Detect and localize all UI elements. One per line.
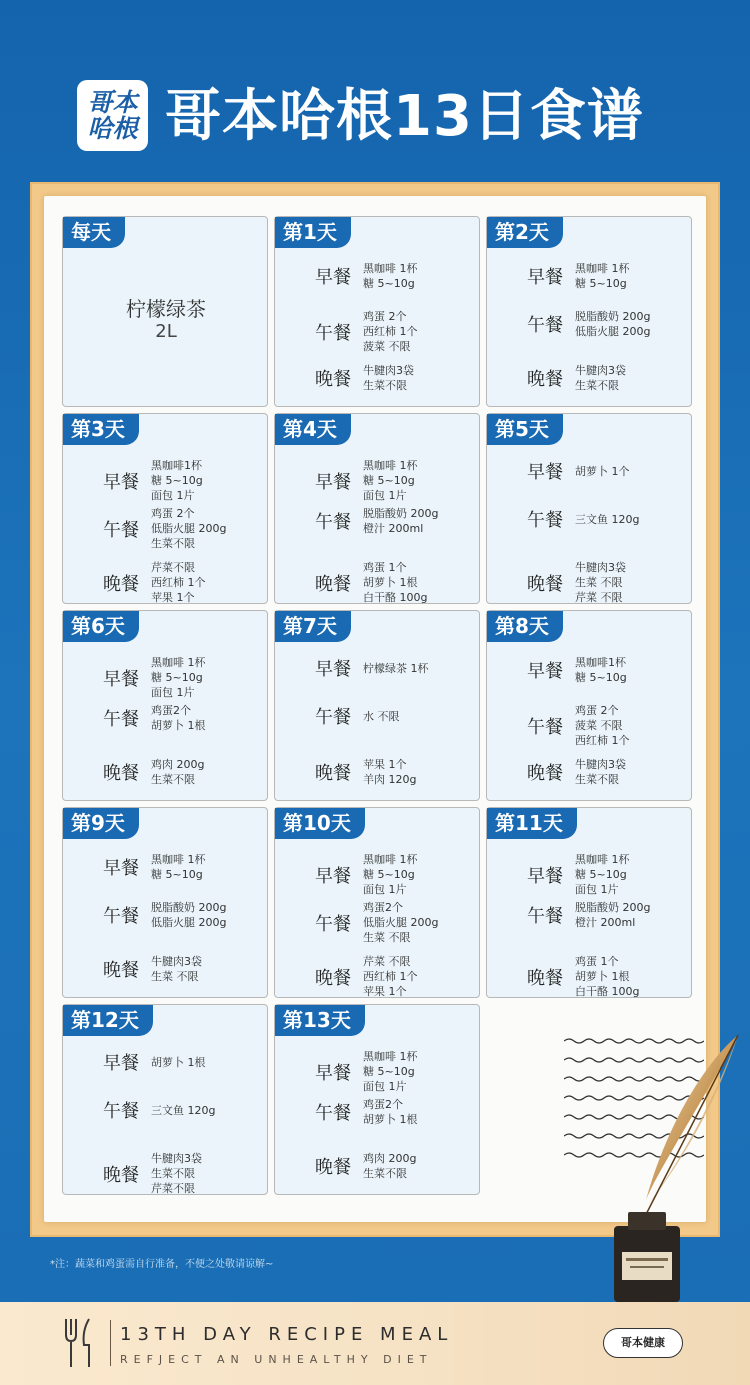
- breakfast-row: [63, 1049, 269, 1075]
- food-item: 牛腱肉3袋: [575, 364, 626, 377]
- day-card: [486, 216, 692, 407]
- dinner-row: [487, 954, 693, 999]
- food-item: 菠菜 不限: [363, 340, 411, 353]
- dinner-row: [487, 757, 693, 787]
- food-item: 生菜不限: [151, 1167, 195, 1180]
- dinner-items: [359, 757, 416, 787]
- breakfast-row: [63, 852, 269, 882]
- food-item: 牛腱肉3袋: [151, 955, 202, 968]
- breakfast-items: [571, 852, 630, 897]
- food-item: 生菜不限: [151, 773, 195, 786]
- day-card: [62, 807, 268, 998]
- day-card: [62, 610, 268, 801]
- food-item: 鸡蛋 2个: [151, 507, 195, 520]
- breakfast-label: 早餐: [315, 471, 351, 493]
- food-item: 胡萝卜 1根: [363, 1113, 418, 1126]
- dinner-label: 晚餐: [315, 573, 351, 595]
- food-item: 芹菜 不限: [363, 955, 411, 968]
- food-item: 糖 5~10g: [363, 474, 415, 487]
- dinner-label: 晚餐: [527, 573, 563, 595]
- cutlery-icon: [62, 1317, 98, 1369]
- breakfast-items: [571, 261, 630, 291]
- food-item: 苹果 1个: [363, 758, 407, 771]
- lunch-label: 午餐: [315, 512, 351, 533]
- food-item: 西红柿 1个: [151, 576, 206, 589]
- breakfast-row: [487, 852, 693, 897]
- breakfast-label: 早餐: [103, 668, 139, 690]
- food-item: 西红柿 1个: [363, 325, 418, 338]
- day-tag: 第11天: [487, 808, 577, 839]
- food-item: 橙汁 200ml: [575, 916, 636, 929]
- day-tag: 第8天: [487, 611, 563, 642]
- breakfast-row: [275, 1049, 481, 1094]
- lunch-items: [571, 703, 630, 748]
- dinner-row: [487, 363, 693, 393]
- lunch-items: [571, 900, 650, 930]
- food-item: 白干酪 100g: [575, 985, 640, 998]
- food-item: 生菜不限: [363, 1167, 407, 1180]
- food-item: 黑咖啡 1杯: [151, 853, 206, 866]
- lunch-row: [63, 506, 269, 551]
- food-item: 糖 5~10g: [151, 671, 203, 684]
- day-tag: 第13天: [275, 1005, 365, 1036]
- food-item: 鸡蛋2个: [151, 704, 191, 717]
- dinner-label: 晚餐: [527, 967, 563, 989]
- lunch-items: [359, 506, 438, 536]
- dinner-items: [571, 560, 626, 605]
- breakfast-items: [359, 458, 418, 503]
- daily-card: [62, 216, 268, 407]
- lunch-row: [63, 1097, 269, 1123]
- food-item: 橙汁 200ml: [363, 522, 424, 535]
- day-tag: 第2天: [487, 217, 563, 248]
- lunch-label: 午餐: [103, 519, 139, 541]
- lunch-label: 午餐: [315, 1103, 351, 1124]
- food-item: 胡萝卜 1个: [575, 464, 630, 478]
- food-item: 生菜 不限: [363, 931, 411, 944]
- food-item: 黑咖啡1杯: [575, 656, 626, 669]
- dinner-items: [359, 363, 414, 393]
- lunch-items: [147, 506, 226, 551]
- food-item: 面包 1片: [363, 883, 407, 896]
- lunch-label: 午餐: [103, 906, 139, 927]
- dinner-label: 晚餐: [315, 369, 351, 390]
- food-item: 苹果 1个: [151, 591, 195, 604]
- lunch-row: [275, 703, 481, 729]
- food-item: 牛腱肉3袋: [575, 561, 626, 574]
- food-item: 芹菜不限: [151, 561, 195, 574]
- food-item: 鸡蛋 2个: [575, 704, 619, 717]
- lunch-label: 午餐: [527, 315, 563, 336]
- lunch-label: 午餐: [527, 716, 563, 738]
- dinner-items: [147, 560, 206, 605]
- food-item: 胡萝卜 1根: [151, 1055, 206, 1069]
- breakfast-items: [147, 1055, 206, 1070]
- day-card: [274, 413, 480, 604]
- breakfast-items: [359, 261, 418, 291]
- food-item: 低脂火腿 200g: [151, 522, 227, 535]
- food-item: 鸡蛋2个: [363, 1098, 403, 1111]
- breakfast-label: 早餐: [527, 661, 563, 682]
- lunch-items: [571, 309, 650, 339]
- food-item: 脱脂酸奶 200g: [575, 310, 651, 323]
- food-item: 黑咖啡 1杯: [575, 262, 630, 275]
- lunch-row: [275, 1097, 481, 1127]
- dinner-items: [147, 954, 202, 984]
- footer-title: 13TH DAY RECIPE MEAL: [120, 1324, 454, 1345]
- dinner-row: [63, 757, 269, 787]
- lunch-items: [147, 703, 206, 733]
- breakfast-row: [275, 261, 481, 291]
- food-item: 低脂火腿 200g: [151, 916, 227, 929]
- food-item: 牛腱肉3袋: [575, 758, 626, 771]
- food-item: 西红柿 1个: [575, 734, 630, 747]
- breakfast-label: 早餐: [527, 462, 563, 483]
- lunch-items: [571, 512, 639, 527]
- breakfast-items: [147, 458, 203, 503]
- breakfast-label: 早餐: [103, 858, 139, 879]
- food-item: 黑咖啡 1杯: [363, 1050, 418, 1063]
- quill-ink-icon: [588, 1030, 748, 1310]
- dinner-label: 晚餐: [315, 1157, 351, 1178]
- logo-text: 哥本哈根: [87, 87, 138, 143]
- food-item: 芹菜 不限: [575, 591, 623, 604]
- food-item: 糖 5~10g: [575, 868, 627, 881]
- food-item: 黑咖啡 1杯: [151, 656, 206, 669]
- breakfast-items: [359, 661, 429, 676]
- dinner-items: [571, 954, 639, 999]
- dinner-row: [275, 560, 481, 605]
- day-tag: 第7天: [275, 611, 351, 642]
- breakfast-items: [571, 464, 630, 479]
- food-item: 鸡蛋 1个: [363, 561, 407, 574]
- food-item: 生菜不限: [575, 379, 619, 392]
- day-tag: 第1天: [275, 217, 351, 248]
- dinner-items: [359, 560, 427, 605]
- day-card: [274, 1004, 480, 1195]
- lunch-row: [487, 506, 693, 532]
- food-item: 白干酪 100g: [363, 591, 428, 604]
- food-item: 鸡肉 200g: [151, 758, 205, 771]
- footer-subtitle: REFJECT AN UNHEALTHY DIET: [120, 1353, 433, 1366]
- food-item: 鸡蛋 1个: [575, 955, 619, 968]
- food-item: 面包 1片: [363, 1080, 407, 1093]
- food-item: 黑咖啡 1杯: [363, 262, 418, 275]
- food-item: 黑咖啡 1杯: [363, 853, 418, 866]
- dinner-label: 晚餐: [103, 1164, 139, 1186]
- day-card: [486, 807, 692, 998]
- dinner-row: [275, 757, 481, 787]
- breakfast-label: 早餐: [103, 1053, 139, 1074]
- food-item: 黑咖啡 1杯: [363, 459, 418, 472]
- lunch-label: 午餐: [527, 510, 563, 531]
- food-item: 面包 1片: [363, 489, 407, 502]
- food-item: 面包 1片: [575, 883, 619, 896]
- dinner-label: 晚餐: [103, 763, 139, 784]
- lunch-row: [275, 309, 481, 354]
- breakfast-label: 早餐: [315, 659, 351, 680]
- breakfast-items: [147, 852, 206, 882]
- breakfast-label: 早餐: [527, 267, 563, 288]
- lunch-row: [487, 900, 693, 930]
- breakfast-items: [571, 655, 627, 685]
- food-item: 鸡蛋2个: [363, 901, 403, 914]
- dinner-row: [275, 1151, 481, 1181]
- day-tag: 第12天: [63, 1005, 153, 1036]
- footer-banner: [0, 1302, 750, 1385]
- food-item: 糖 5~10g: [363, 868, 415, 881]
- lunch-label: 午餐: [315, 913, 351, 935]
- dinner-items: [571, 363, 626, 393]
- food-item: 面包 1片: [151, 686, 195, 699]
- dinner-items: [147, 1151, 202, 1196]
- breakfast-label: 早餐: [315, 1062, 351, 1084]
- lunch-row: [63, 900, 269, 930]
- breakfast-row: [487, 458, 693, 484]
- day-card: [274, 807, 480, 998]
- footnote: *注：蔬菜和鸡蛋需自行准备，不便之处敬请谅解~: [50, 1259, 274, 1270]
- day-card: [274, 610, 480, 801]
- lunch-label: 午餐: [315, 707, 351, 728]
- food-item: 牛腱肉3袋: [151, 1152, 202, 1165]
- food-item: 胡萝卜 1根: [363, 576, 418, 589]
- food-item: 面包 1片: [151, 489, 195, 502]
- dinner-label: 晚餐: [527, 369, 563, 390]
- food-item: 糖 5~10g: [575, 671, 627, 684]
- day-tag: 第3天: [63, 414, 139, 445]
- food-item: 胡萝卜 1根: [151, 719, 206, 732]
- day-card: [62, 413, 268, 604]
- day-card: [62, 1004, 268, 1195]
- food-item: 糖 5~10g: [363, 1065, 415, 1078]
- food-item: 牛腱肉3袋: [363, 364, 414, 377]
- food-item: 低脂火腿 200g: [363, 916, 439, 929]
- day-card: [486, 610, 692, 801]
- daily-amount: 2L: [155, 321, 177, 342]
- food-item: 菠菜 不限: [575, 719, 623, 732]
- food-item: 脱脂酸奶 200g: [151, 901, 227, 914]
- day-tag: 第6天: [63, 611, 139, 642]
- food-item: 生菜不限: [575, 773, 619, 786]
- dinner-label: 晚餐: [103, 573, 139, 595]
- dinner-row: [275, 954, 481, 999]
- breakfast-items: [359, 1049, 418, 1094]
- day-card: [486, 413, 692, 604]
- dinner-items: [359, 1151, 416, 1181]
- food-item: 糖 5~10g: [363, 277, 415, 290]
- day-tag: 第9天: [63, 808, 139, 839]
- dinner-label: 晚餐: [527, 763, 563, 784]
- breakfast-row: [487, 261, 693, 291]
- food-item: 鸡肉 200g: [363, 1152, 417, 1165]
- daily-tag: 每天: [63, 217, 125, 248]
- food-item: 生菜 不限: [151, 970, 199, 983]
- breakfast-row: [275, 852, 481, 897]
- lunch-label: 午餐: [527, 906, 563, 927]
- food-item: 苹果 1个: [363, 985, 407, 998]
- lunch-items: [147, 1103, 215, 1118]
- breakfast-label: 早餐: [527, 865, 563, 887]
- food-item: 低脂火腿 200g: [575, 325, 651, 338]
- food-item: 羊肉 120g: [363, 773, 417, 786]
- lunch-items: [359, 900, 438, 945]
- dinner-label: 晚餐: [103, 960, 139, 981]
- food-item: 生菜不限: [151, 537, 195, 550]
- lunch-label: 午餐: [103, 1101, 139, 1122]
- food-item: 黑咖啡1杯: [151, 459, 202, 472]
- lunch-row: [275, 900, 481, 945]
- lunch-label: 午餐: [315, 322, 351, 344]
- breakfast-label: 早餐: [103, 471, 139, 493]
- breakfast-label: 早餐: [315, 865, 351, 887]
- day-card: [274, 216, 480, 407]
- lunch-items: [147, 900, 226, 930]
- dinner-row: [63, 560, 269, 605]
- lunch-items: [359, 709, 400, 724]
- lunch-items: [359, 1097, 418, 1127]
- food-item: 芹菜不限: [151, 1182, 195, 1195]
- day-tag: 第10天: [275, 808, 365, 839]
- breakfast-row: [487, 655, 693, 685]
- brand-logo: [77, 80, 148, 151]
- lunch-row: [487, 309, 693, 339]
- dinner-items: [359, 954, 418, 999]
- brand-badge: 哥本健康: [603, 1328, 683, 1358]
- food-item: 生菜不限: [363, 379, 407, 392]
- food-item: 鸡蛋 2个: [363, 310, 407, 323]
- lunch-label: 午餐: [103, 709, 139, 730]
- dinner-row: [487, 560, 693, 605]
- food-item: 黑咖啡 1杯: [575, 853, 630, 866]
- dinner-row: [63, 1151, 269, 1196]
- food-item: 糖 5~10g: [151, 868, 203, 881]
- breakfast-row: [275, 655, 481, 681]
- food-item: 糖 5~10g: [151, 474, 203, 487]
- breakfast-items: [147, 655, 206, 700]
- breakfast-row: [63, 655, 269, 700]
- dinner-row: [275, 363, 481, 393]
- food-item: 柠檬绿茶 1杯: [363, 661, 429, 675]
- breakfast-row: [275, 458, 481, 503]
- food-item: 胡萝卜 1根: [575, 970, 630, 983]
- lunch-row: [275, 506, 481, 536]
- lunch-row: [487, 703, 693, 748]
- food-item: 水 不限: [363, 709, 400, 723]
- dinner-row: [63, 954, 269, 984]
- food-item: 生菜 不限: [575, 576, 623, 589]
- breakfast-items: [359, 852, 418, 897]
- dinner-label: 晚餐: [315, 967, 351, 989]
- food-item: 西红柿 1个: [363, 970, 418, 983]
- dinner-label: 晚餐: [315, 763, 351, 784]
- food-item: 三文鱼 120g: [151, 1103, 216, 1117]
- lunch-row: [63, 703, 269, 733]
- lunch-items: [359, 309, 418, 354]
- food-item: 脱脂酸奶 200g: [363, 507, 439, 520]
- dinner-items: [147, 757, 204, 787]
- daily-item: 柠檬绿茶: [126, 297, 206, 321]
- footer-divider: [110, 1320, 111, 1366]
- page-title: 哥本哈根13日食谱: [165, 84, 644, 149]
- day-tag: 第5天: [487, 414, 563, 445]
- breakfast-label: 早餐: [315, 267, 351, 288]
- dinner-items: [571, 757, 626, 787]
- breakfast-row: [63, 458, 269, 503]
- day-tag: 第4天: [275, 414, 351, 445]
- food-item: 脱脂酸奶 200g: [575, 901, 651, 914]
- food-item: 三文鱼 120g: [575, 512, 640, 526]
- food-item: 糖 5~10g: [575, 277, 627, 290]
